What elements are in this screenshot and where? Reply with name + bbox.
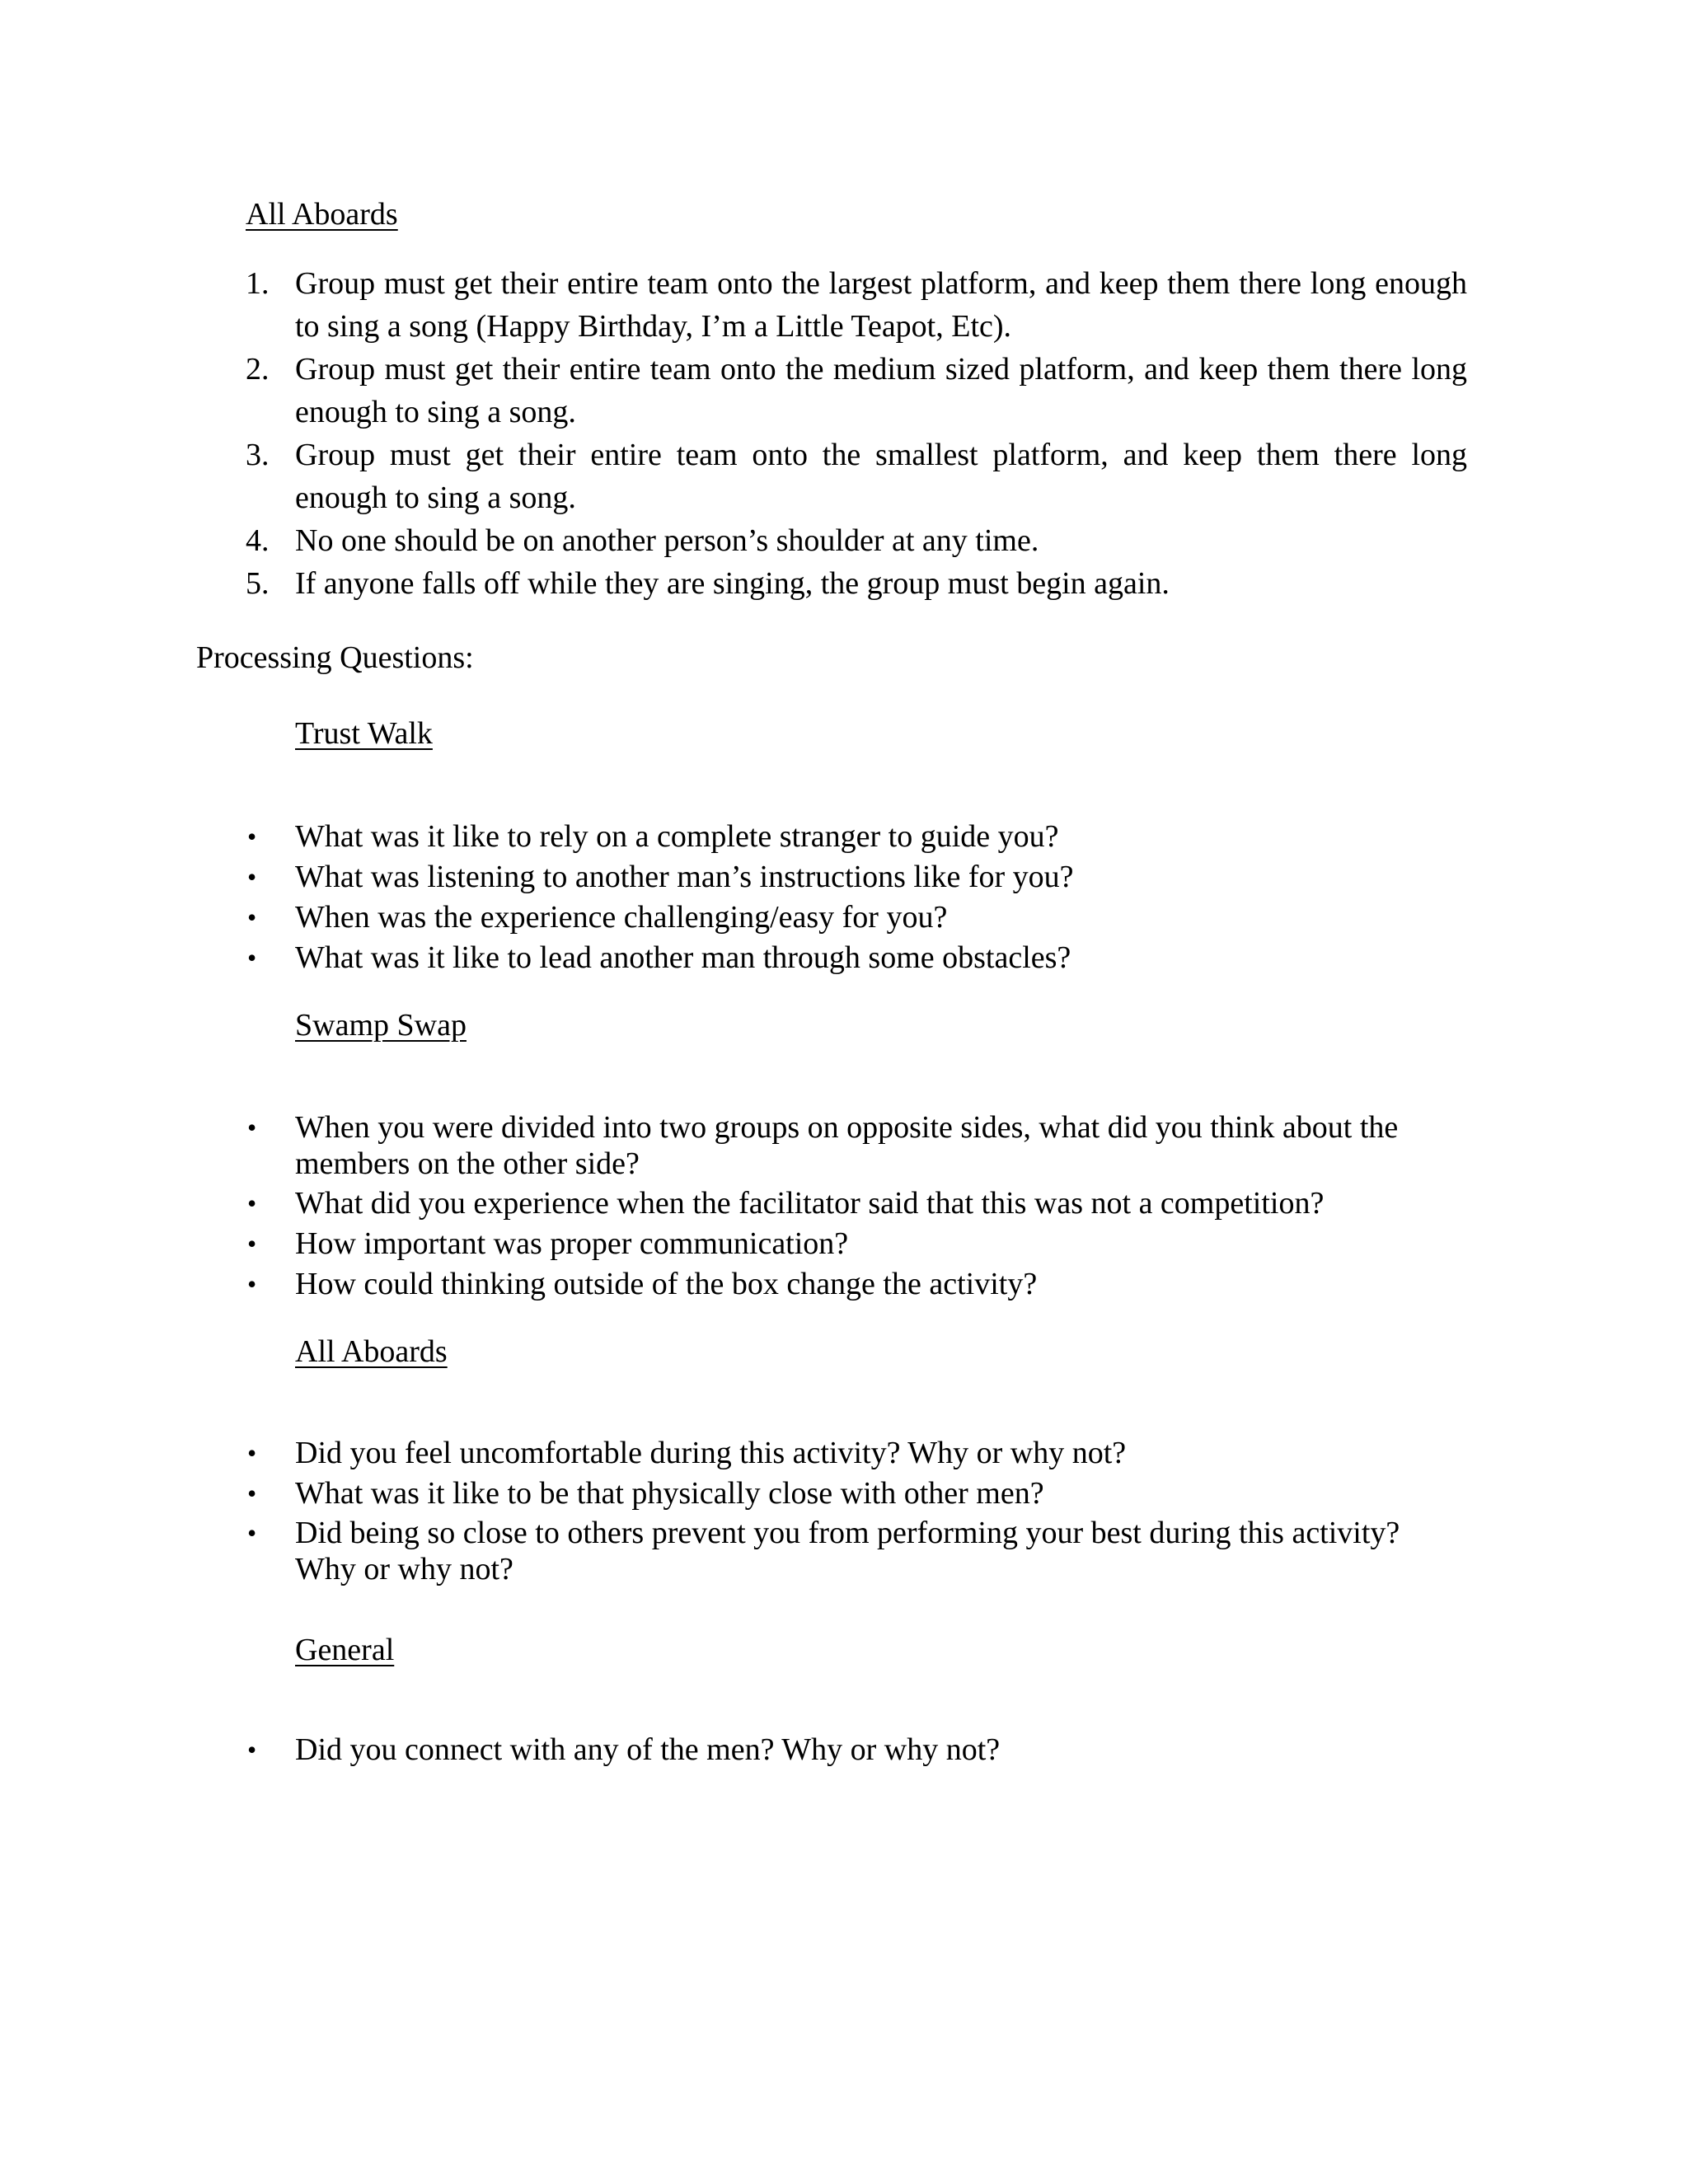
question-item — [246, 1474, 1467, 1512]
all-aboards-rules-list — [246, 262, 1467, 605]
question-text: What was it like to rely on a complete stranger to guide you? — [295, 819, 1059, 854]
bullet-icon: • — [247, 1188, 257, 1218]
question-item — [246, 1225, 1467, 1263]
question-text: Did you connect with any of the men? Why or why not? — [295, 1732, 1001, 1767]
swamp-swap-questions — [246, 1109, 1467, 1305]
all-aboards-heading: All Aboards — [246, 197, 398, 232]
rule-text: Group must get their entire team onto the largest platform, and keep them there long enough to sing a song (Happy Birthday, I’m a Little Teapot, Etc). — [295, 266, 1467, 344]
question-item — [246, 818, 1467, 855]
rule-number: 1. — [246, 266, 270, 301]
all-aboards-questions — [246, 1434, 1467, 1590]
question-item — [246, 1731, 1467, 1769]
processing-questions-label: Processing Questions: — [196, 640, 474, 675]
rule-item — [246, 262, 1467, 348]
bullet-icon: • — [247, 1269, 257, 1299]
rule-number: 5. — [246, 566, 270, 601]
question-item — [246, 1109, 1467, 1182]
question-text: What was it like to lead another man through some obstacles? — [295, 940, 1071, 975]
trust-walk-heading: Trust Walk — [295, 716, 433, 751]
general-heading: General — [295, 1633, 395, 1667]
question-item — [246, 898, 1467, 936]
question-text: Did being so close to others prevent you from performing your best during this activity? Why or why not? — [295, 1516, 1400, 1586]
rule-item — [246, 562, 1467, 605]
rule-text: No one should be on another person’s shoulder at any time. — [295, 523, 1039, 558]
rule-item — [246, 348, 1467, 434]
bullet-icon: • — [247, 1479, 257, 1508]
question-text: Did you feel uncomfortable during this activity? Why or why not? — [295, 1436, 1127, 1470]
question-text: What did you experience when the facilitator said that this was not a competition? — [295, 1186, 1325, 1221]
bullet-icon: • — [247, 943, 257, 972]
rule-text: Group must get their entire team onto the smallest platform, and keep them there long enough to sing a song. — [295, 438, 1467, 515]
rule-text: If anyone falls off while they are singing, the group must begin again. — [295, 566, 1170, 601]
all-aboards-questions-heading: All Aboards — [295, 1334, 448, 1369]
rule-text: Group must get their entire team onto the medium sized platform, and keep them there long enough to sing a song. — [295, 352, 1467, 429]
question-text: When you were divided into two groups on opposite sides, what did you think about the members on the other side? — [295, 1110, 1399, 1181]
swamp-swap-heading: Swamp Swap — [295, 1008, 467, 1043]
question-item — [246, 1184, 1467, 1222]
question-text: What was listening to another man’s instructions like for you? — [295, 860, 1074, 894]
bullet-icon: • — [247, 1735, 257, 1765]
general-questions — [246, 1731, 1467, 1771]
question-item — [246, 1434, 1467, 1472]
rule-number: 4. — [246, 523, 270, 558]
rule-item — [246, 519, 1467, 562]
rule-number: 2. — [246, 352, 270, 387]
bullet-icon: • — [247, 1113, 257, 1142]
question-item — [246, 1515, 1467, 1587]
bullet-icon: • — [247, 902, 257, 932]
trust-walk-questions — [246, 818, 1467, 979]
bullet-icon: • — [247, 1518, 257, 1548]
question-item — [246, 1265, 1467, 1303]
question-text: How could thinking outside of the box change the activity? — [295, 1267, 1038, 1301]
question-item — [246, 939, 1467, 977]
rule-item — [246, 434, 1467, 519]
bullet-icon: • — [247, 862, 257, 892]
question-text: What was it like to be that physically close with other men? — [295, 1476, 1044, 1511]
question-text: How important was proper communication? — [295, 1226, 849, 1261]
bullet-icon: • — [247, 1229, 257, 1258]
rule-number: 3. — [246, 438, 270, 472]
question-text: When was the experience challenging/easy for you? — [295, 900, 948, 935]
question-item — [246, 858, 1467, 896]
bullet-icon: • — [247, 822, 257, 851]
bullet-icon: • — [247, 1438, 257, 1468]
